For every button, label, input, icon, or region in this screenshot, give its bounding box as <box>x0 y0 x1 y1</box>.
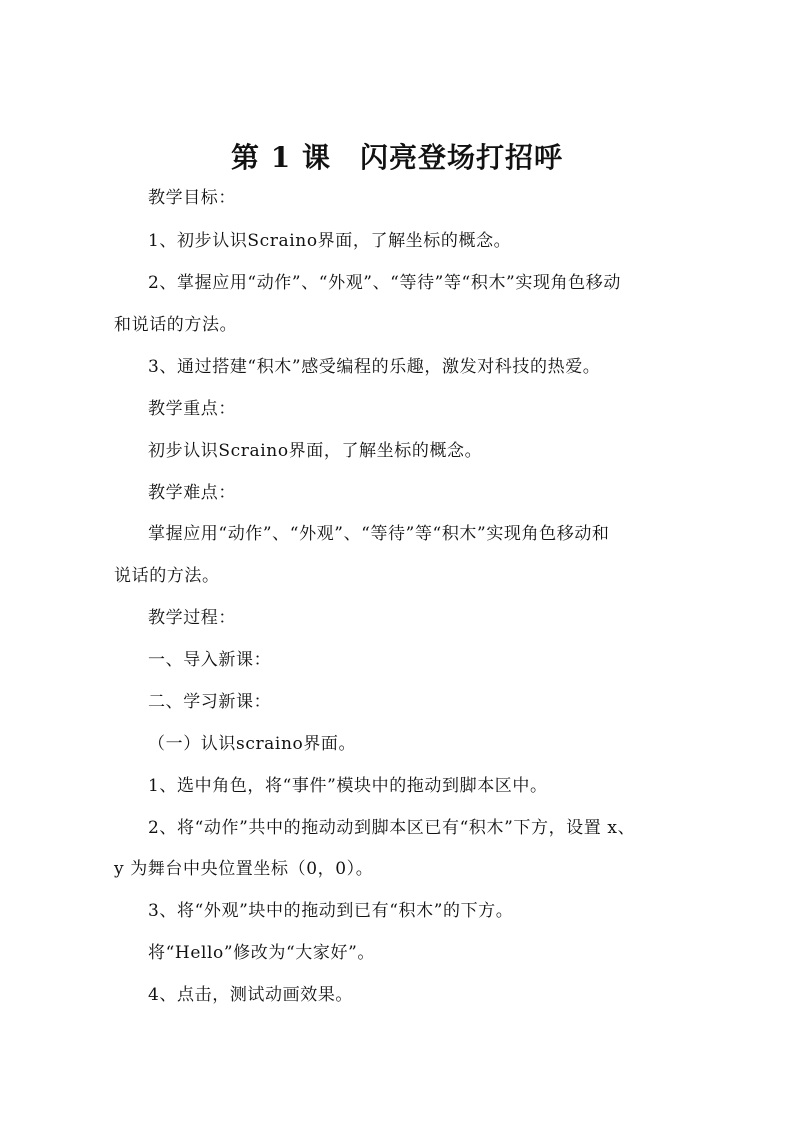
section-intro: 一、导入新课： <box>148 650 272 670</box>
subsection-interface: （一）认识scraino界面。 <box>148 734 357 754</box>
goal-2-line-2: 和说话的方法。 <box>114 315 238 335</box>
step-4: 4、点击，测试动画效果。 <box>148 985 354 1005</box>
heading-teaching-goals: 教学目标： <box>148 188 236 208</box>
section-new-lesson: 二、学习新课： <box>148 692 272 712</box>
step-3: 3、将“外观”块中的拖动到已有“积木”的下方。 <box>148 901 514 921</box>
step-3-note: 将“Hello”修改为“大家好”。 <box>148 943 375 963</box>
goal-1: 1、初步认识Scraino界面，了解坐标的概念。 <box>148 231 512 251</box>
step-1: 1、选中角色，将“事件”模块中的拖动到脚本区中。 <box>148 776 548 796</box>
step-2-line-2: y 为舞台中央位置坐标（0，0）。 <box>114 859 374 879</box>
key-point-text: 初步认识Scraino界面，了解坐标的概念。 <box>148 441 483 461</box>
difficulty-line-1: 掌握应用“动作”、“外观”、“等待”等“积木”实现角色移动和 <box>148 524 610 544</box>
difficulty-line-2: 说话的方法。 <box>114 566 220 586</box>
goal-3: 3、通过搭建“积木”感受编程的乐趣，激发对科技的热爱。 <box>148 357 601 377</box>
heading-key-points: 教学重点： <box>148 399 236 419</box>
lesson-title: 第 1 课 闪亮登场打招呼 <box>231 141 563 174</box>
heading-difficulties: 教学难点： <box>148 483 236 503</box>
step-2-line-1: 2、将“动作”共中的拖动动到脚本区已有“积木”下方，设置 x、 <box>148 818 636 838</box>
goal-2-line-1: 2、掌握应用“动作”、“外观”、“等待”等“积木”实现角色移动 <box>148 273 621 293</box>
heading-process: 教学过程： <box>148 608 236 628</box>
